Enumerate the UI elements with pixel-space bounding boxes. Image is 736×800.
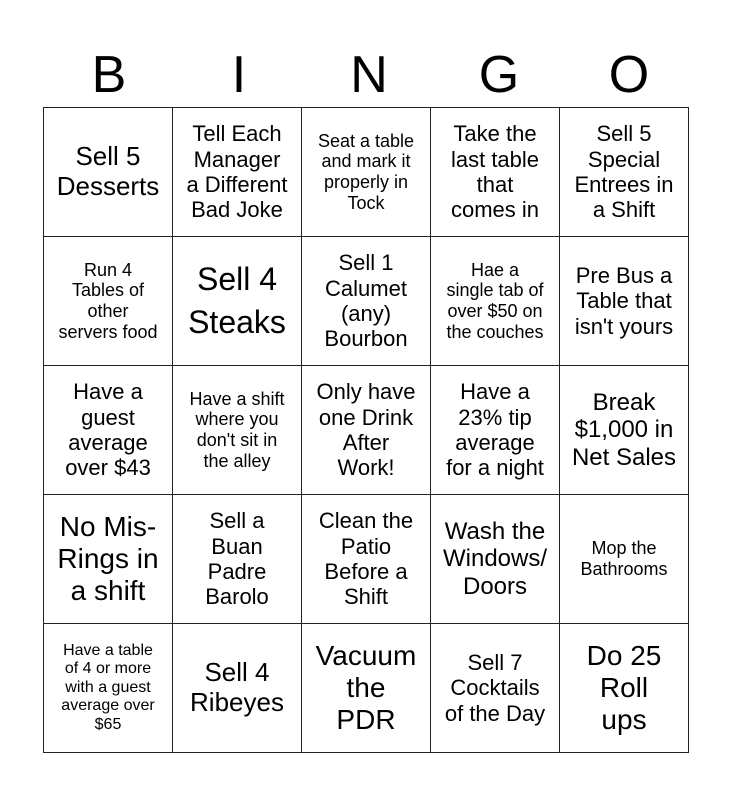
bingo-cell[interactable] bbox=[173, 108, 302, 237]
bingo-cell[interactable] bbox=[560, 108, 689, 237]
header-letter-b: B bbox=[91, 46, 127, 104]
cell-text: Vacuum the PDR bbox=[315, 639, 417, 736]
cell-text: Sell 4 Steaks bbox=[188, 260, 286, 340]
cell-text: Run 4 Tables of other servers food bbox=[58, 259, 158, 342]
cell-text: Have a guest average over $43 bbox=[65, 379, 151, 481]
cell-text: Tell Each Manager a Different Bad Joke bbox=[186, 121, 288, 223]
bingo-cell[interactable] bbox=[44, 237, 173, 366]
bingo-cell[interactable] bbox=[173, 624, 302, 753]
board-row bbox=[44, 495, 689, 624]
cell-text: No Mis- Rings in a shift bbox=[57, 510, 159, 607]
bingo-cell[interactable] bbox=[560, 366, 689, 495]
bingo-cell[interactable] bbox=[44, 495, 173, 624]
header-letter-i: I bbox=[231, 46, 247, 104]
bingo-cell[interactable] bbox=[173, 495, 302, 624]
bingo-cell[interactable] bbox=[560, 495, 689, 624]
cell-text: Sell 5 Desserts bbox=[56, 141, 160, 201]
bingo-cell[interactable] bbox=[173, 366, 302, 495]
cell-text: Have a shift where you don't sit in the alley bbox=[189, 388, 285, 471]
bingo-cell[interactable] bbox=[302, 108, 431, 237]
board-row bbox=[44, 624, 689, 753]
bingo-cell[interactable] bbox=[431, 108, 560, 237]
bingo-cell[interactable] bbox=[431, 366, 560, 495]
bingo-cell[interactable] bbox=[44, 108, 173, 237]
bingo-cell[interactable] bbox=[302, 624, 431, 753]
board-row bbox=[44, 366, 689, 495]
cell-text: Do 25 Roll ups bbox=[586, 639, 662, 736]
board-row bbox=[44, 108, 689, 237]
cell-text: Take the last table that comes in bbox=[450, 121, 540, 223]
bingo-header bbox=[44, 44, 694, 106]
header-letter-n: N bbox=[350, 46, 388, 104]
bingo-cell[interactable] bbox=[560, 237, 689, 366]
bingo-cell[interactable] bbox=[431, 495, 560, 624]
cell-text: Have a 23% tip average for a night bbox=[446, 379, 544, 481]
cell-text: Have a table of 4 or more with a guest average over $65 bbox=[61, 642, 155, 733]
cell-text: Wash the Windows/ Doors bbox=[442, 517, 548, 600]
bingo-cell[interactable] bbox=[44, 366, 173, 495]
bingo-board bbox=[43, 107, 689, 753]
cell-text: Break $1,000 in Net Sales bbox=[571, 388, 677, 471]
board-row bbox=[44, 237, 689, 366]
header-letter-o: O bbox=[608, 46, 650, 104]
bingo-cell[interactable] bbox=[302, 366, 431, 495]
cell-text: Mop the Bathrooms bbox=[580, 538, 668, 579]
cell-text: Pre Bus a Table that isn't yours bbox=[574, 263, 674, 339]
cell-text: Sell 1 Calumet (any) Bourbon bbox=[324, 250, 408, 352]
cell-text: Sell 5 Special Entrees in a Shift bbox=[574, 121, 674, 223]
bingo-cell[interactable] bbox=[302, 237, 431, 366]
bingo-cell[interactable] bbox=[431, 237, 560, 366]
cell-text: Seat a table and mark it properly in Tock bbox=[317, 130, 415, 213]
cell-text: Only have one Drink After Work! bbox=[316, 379, 416, 481]
bingo-cell[interactable] bbox=[44, 624, 173, 753]
cell-text: Sell 4 Ribeyes bbox=[190, 657, 284, 717]
cell-text: Sell a Buan Padre Barolo bbox=[205, 508, 269, 610]
cell-text: Sell 7 Cocktails of the Day bbox=[444, 650, 546, 726]
header-letter-g: G bbox=[478, 46, 520, 104]
bingo-cell[interactable] bbox=[302, 495, 431, 624]
bingo-cell[interactable] bbox=[560, 624, 689, 753]
cell-text: Clean the Patio Before a Shift bbox=[318, 508, 414, 610]
cell-text: Hae a single tab of over $50 on the couches bbox=[446, 259, 544, 342]
bingo-cell[interactable] bbox=[431, 624, 560, 753]
bingo-cell[interactable] bbox=[173, 237, 302, 366]
